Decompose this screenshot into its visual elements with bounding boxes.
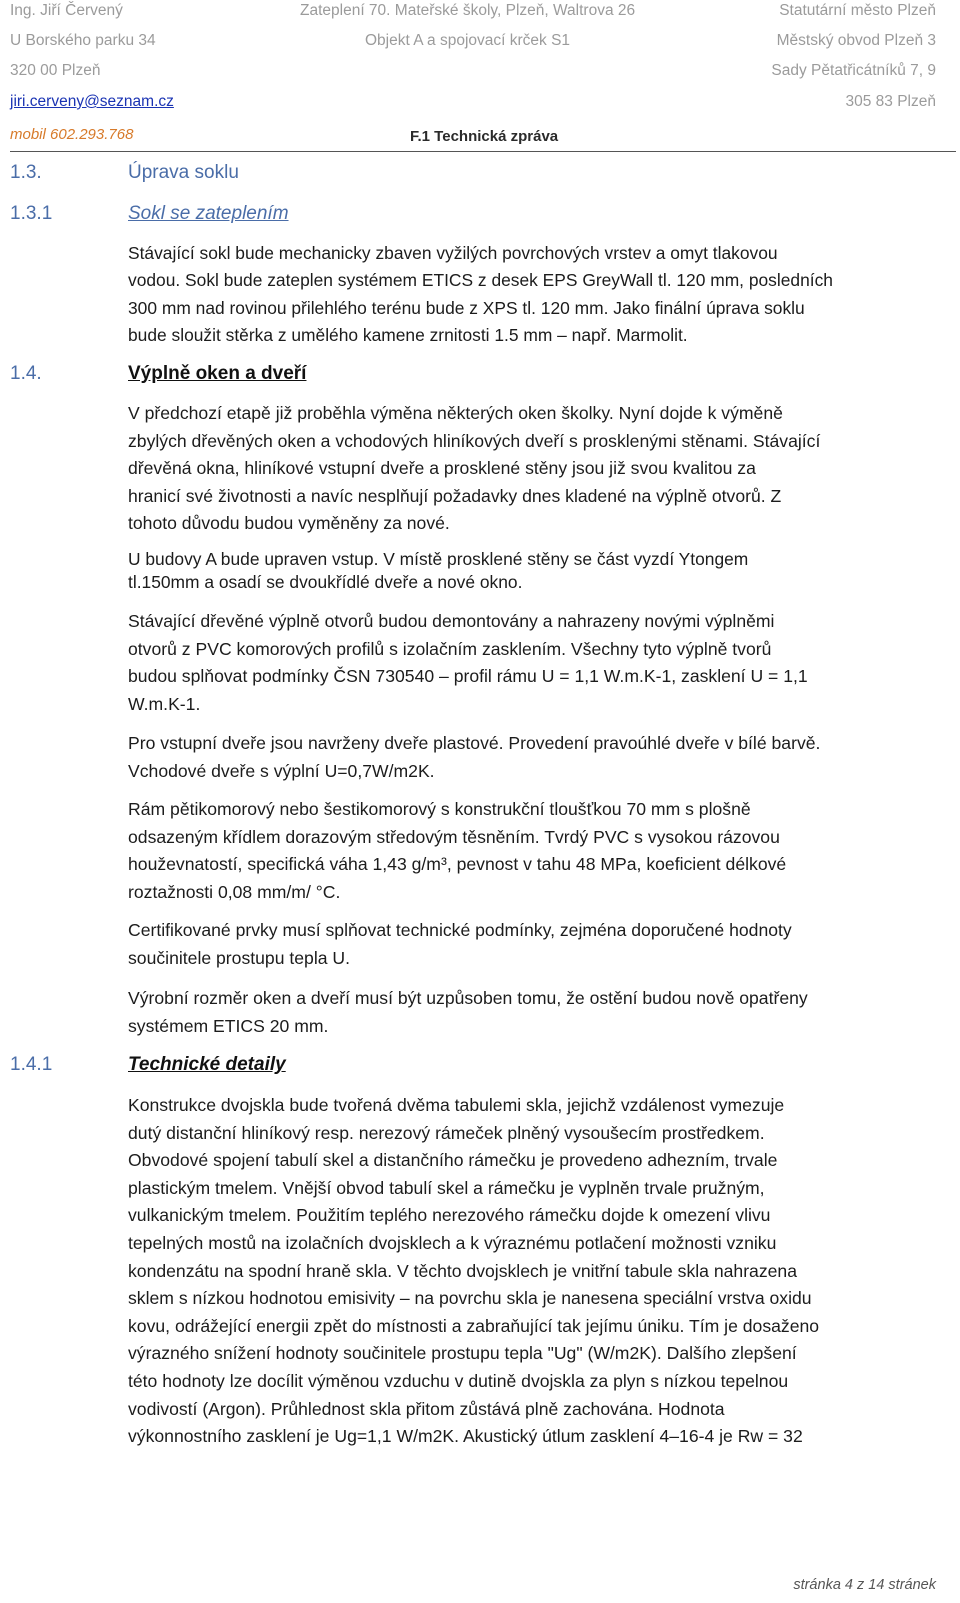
- subsection-number: 1.3.1: [10, 203, 53, 224]
- text-line: plastickým tmelem. Vnější obvod tabulí skel a rámečku je vyplněn trvale pružným,: [128, 1177, 765, 1198]
- client-street: Sady Pětatřicátníků 7, 9: [771, 62, 936, 79]
- subsection-number: 1.4.1: [10, 1054, 53, 1075]
- text-line: tl.150mm a osadí se dvoukřídlé dveře a nové okno.: [128, 572, 523, 592]
- section-number: 1.3.: [10, 162, 42, 183]
- document-title: F.1 Technická zpráva: [410, 128, 559, 145]
- paragraph-sokl: [128, 240, 958, 350]
- client-city: 305 83 Plzeň: [845, 93, 936, 110]
- text-line: bude sloužit stěrka z umělého kamene zrnitosti 1.5 mm – např. Marmolit.: [128, 325, 688, 346]
- text-line: Stávající dřevěné výplně otvorů budou demontovány a nahrazeny novými výplněmi: [128, 611, 775, 631]
- paragraph-certifikace: [128, 917, 958, 972]
- paragraph-dvere: [128, 730, 958, 785]
- text-line: U budovy A bude upraven vstup. V místě prosklené stěny se část vyzdí Ytongem: [128, 549, 749, 569]
- text-line: této hodnoty lze docílit výměnou vzduchu v dutině dvojskla za plyn s nízkou tepelnou: [128, 1370, 789, 1391]
- text-line: hranicí své životnosti a navíc nesplňují požadavky dnes kladené na výplně otvorů. Z: [128, 485, 782, 506]
- text-line: Certifikované prvky musí splňovat technické podmínky, zejména doporučené hodnoty: [128, 920, 792, 940]
- text-line: Vchodové dveře s výplní U=0,7W/m2K.: [128, 760, 435, 781]
- paragraph-detaily: [128, 1092, 958, 1451]
- paragraph-vyplne-intro: [128, 400, 958, 538]
- author-name: Ing. Jiří Červený: [10, 2, 123, 19]
- paragraph-vstup: [128, 548, 958, 594]
- text-line: W.m.K-1.: [128, 693, 201, 714]
- text-line: odsazeným křídlem dorazovým středovým těsněním. Tvrdý PVC s vysokou rázovou: [128, 826, 780, 847]
- header-divider: [10, 151, 956, 152]
- text-line: dutý distanční hliníkový resp. nerezový rámeček plněný vysoušecím prostředkem.: [128, 1122, 765, 1143]
- text-line: dřevěná okna, hliníkové vstupní dveře a prosklené stěny jsou již svou kvalitou za: [128, 458, 756, 479]
- text-line: budou splňovat podmínky ČSN 730540 – profil rámu U = 1,1 W.m.K-1, zasklení U = 1,1: [128, 666, 808, 687]
- text-line: vodou. Sokl bude zateplen systémem ETICS z desek EPS GreyWall tl. 120 mm, posledních: [128, 270, 833, 291]
- text-line: Konstrukce dvojskla bude tvořená dvěma tabulemi skla, jejichž vzdálenost vymezuje: [128, 1095, 785, 1115]
- client-district: Městský obvod Plzeň 3: [776, 32, 936, 49]
- paragraph-ram: [128, 796, 958, 906]
- page-number: stránka 4 z 14 stránek: [793, 1577, 936, 1593]
- text-line: houževnatostí, specifická váha 1,43 g/m³, pevnost v tahu 48 MPa, koeficient délkové: [128, 854, 787, 875]
- text-line: sklem s nízkou hodnotou emisivity – na povrchu skla je nanesena speciální vrstva oxidu: [128, 1288, 812, 1309]
- text-line: otvorů z PVC komorových profilů s izolačním zasklením. Všechny tyto výplně tvorů: [128, 638, 772, 659]
- paragraph-pvc: [128, 608, 958, 718]
- text-line: systémem ETICS 20 mm.: [128, 1015, 329, 1036]
- text-line: 300 mm nad rovinou přilehlého terénu bude z XPS tl. 120 mm. Jako finální úprava soklu: [128, 297, 805, 318]
- text-line: vulkanickým tmelem. Použitím teplého nerezového rámečku dojde k omezení vlivu: [128, 1205, 771, 1226]
- text-line: kovu, odrážející energii zpět do místnosti a zabraňující tak jejímu úniku. Tím je dosaženo: [128, 1315, 820, 1336]
- text-line: kondenzátu na spodní hraně skla. V těchto dvojsklech je vnitřní tabule skla nahrazena: [128, 1260, 797, 1281]
- subsection-title: Technické detaily: [128, 1054, 286, 1075]
- text-line: vodivostí (Argon). Průhlednost skla přitom zůstává plně zachována. Hodnota: [128, 1398, 725, 1419]
- text-line: výkonnostního zasklení je Ug=1,1 W/m2K. Akustický útlum zasklení 4–16-4 je Rw = 32: [128, 1426, 803, 1447]
- text-line: Stávající sokl bude mechanicky zbaven vyžilých povrchových vrstev a omyt tlakovou: [128, 243, 778, 263]
- text-line: zbylých dřevěných oken a vchodových hliníkových dveří s prosklenými stěnami. Stávající: [128, 430, 821, 451]
- text-line: tohoto důvodu budou vyměněny za nové.: [128, 513, 450, 534]
- text-line: roztažnosti 0,08 mm/m/ °C.: [128, 881, 341, 902]
- text-line: Obvodové spojení tabulí skel a distančního rámečku je provedeno adhezním, trvale: [128, 1150, 778, 1171]
- paragraph-rozmer: [128, 985, 958, 1040]
- author-city: 320 00 Plzeň: [10, 62, 101, 79]
- project-title: Zateplení 70. Mateřské školy, Plzeň, Waltrova 26: [300, 2, 636, 19]
- section-title: Úprava soklu: [128, 162, 239, 183]
- text-line: Pro vstupní dveře jsou navrženy dveře plastové. Provedení pravoúhlé dveře v bílé barvě.: [128, 733, 821, 753]
- section-title: Výplně oken a dveří: [128, 363, 307, 384]
- text-line: Rám pětikomorový nebo šestikomorový s konstrukční tloušťkou 70 mm s plošně: [128, 799, 751, 819]
- author-email-link[interactable]: jiri.cerveny@seznam.cz: [10, 93, 174, 110]
- text-line: V předchozí etapě již proběhla výměna některých oken školky. Nyní dojde k výměně: [128, 403, 783, 423]
- section-number: 1.4.: [10, 363, 42, 384]
- subsection-title: Sokl se zateplením: [128, 203, 289, 224]
- text-line: Výrobní rozměr oken a dveří musí být uzpůsoben tomu, že ostění budou nově opatřeny: [128, 988, 808, 1008]
- client-name: Statutární město Plzeň: [779, 2, 936, 19]
- author-mobile: mobil 602.293.768: [10, 126, 134, 143]
- author-street: U Borského parku 34: [10, 32, 156, 49]
- page-header: [0, 0, 960, 152]
- text-line: součinitele prostupu tepla U.: [128, 947, 351, 968]
- text-line: výrazného snížení hodnoty součinitele prostupu tepla "Ug" (W/m2K). Dalšího zlepšení: [128, 1343, 797, 1364]
- text-line: tepelných mostů na izolačních dvojsklech a k výraznému potlačení možnosti vzniku: [128, 1232, 777, 1253]
- project-object: Objekt A a spojovací krček S1: [365, 32, 571, 49]
